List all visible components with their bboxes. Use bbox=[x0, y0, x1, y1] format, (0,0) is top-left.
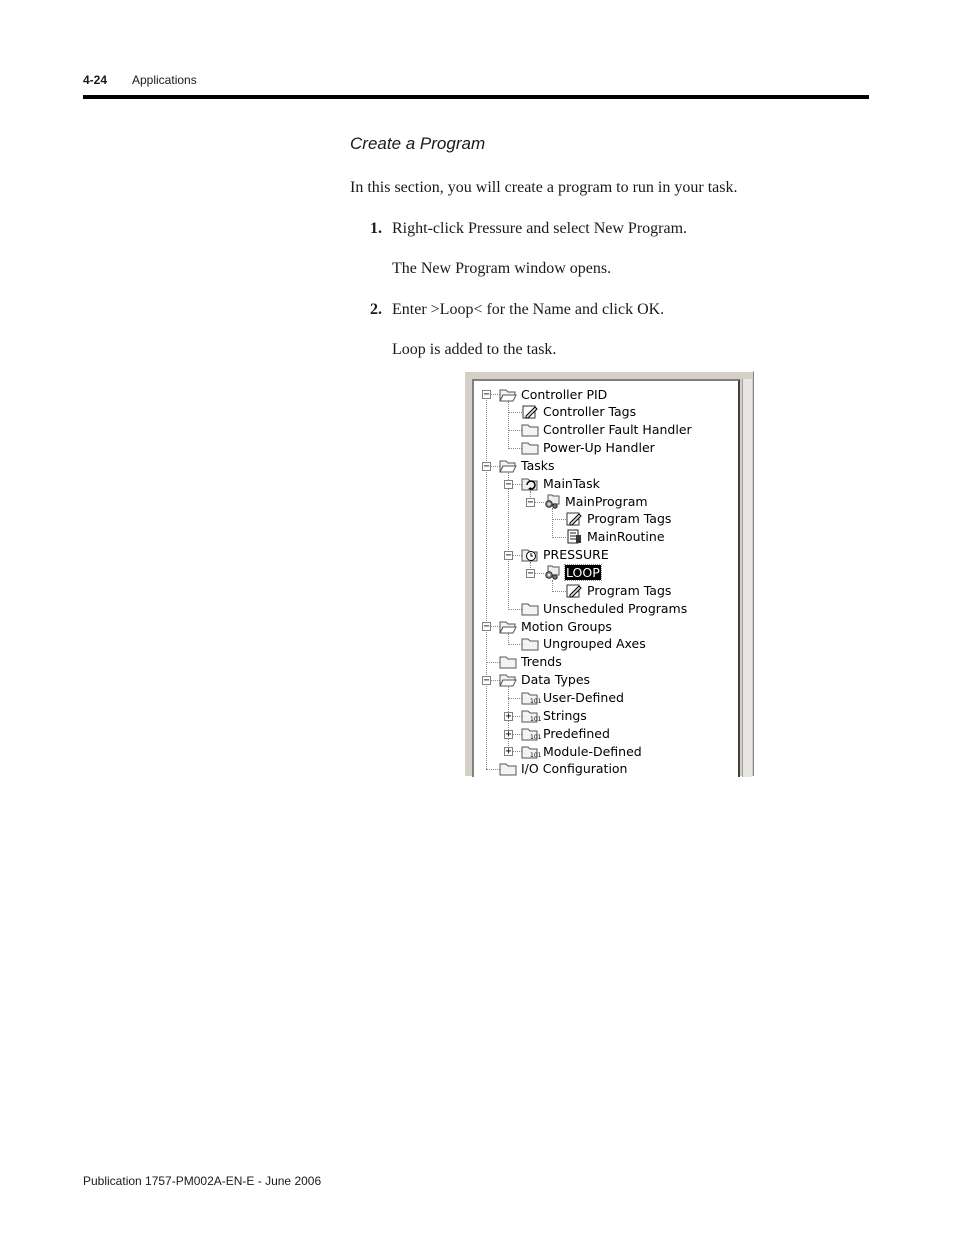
controller-organizer-screenshot bbox=[464, 371, 754, 776]
step-text: Enter >Loop< for the Name and click OK. bbox=[392, 301, 665, 318]
tree-guide-line bbox=[486, 662, 500, 663]
tree-item-label[interactable]: Ungrouped Axes bbox=[543, 636, 646, 652]
expand-toggle-icon[interactable]: + bbox=[505, 746, 512, 758]
open-folder-icon bbox=[499, 458, 517, 473]
tree-item-label[interactable]: Module-Defined bbox=[543, 743, 642, 759]
step-1-result: The New Program window opens. bbox=[392, 260, 612, 277]
open-folder-icon bbox=[499, 387, 517, 402]
tree-item-label[interactable]: MainTask bbox=[543, 475, 600, 491]
open-folder-icon bbox=[499, 672, 517, 687]
svg-text:101: 101 bbox=[530, 751, 542, 759]
section-title: Create a Program bbox=[350, 134, 486, 153]
step-text: Right-click Pressure and select New Program. bbox=[392, 220, 688, 237]
tree-item-label[interactable]: Strings bbox=[543, 707, 587, 723]
tree-item-label[interactable]: I/O Configuration bbox=[521, 761, 628, 777]
tree-item-label[interactable]: Controller PID bbox=[521, 386, 608, 402]
publication-footer: Publication 1757-PM002A-EN-E - June 2006 bbox=[83, 1174, 322, 1188]
step-2-result: Loop is added to the task. bbox=[392, 341, 557, 358]
tree-item-label[interactable]: LOOP bbox=[566, 565, 600, 580]
collapse-toggle-icon[interactable]: − bbox=[505, 478, 512, 490]
tree-item-label[interactable]: Trends bbox=[521, 654, 562, 670]
tree-guide-line bbox=[508, 698, 522, 699]
page-number: 4-24 bbox=[83, 73, 108, 87]
tags-icon bbox=[521, 404, 539, 419]
collapse-toggle-icon[interactable]: − bbox=[527, 567, 534, 579]
routine-icon bbox=[565, 529, 583, 544]
folder-icon bbox=[521, 440, 539, 455]
datatype-folder-icon bbox=[521, 708, 542, 723]
controller-organizer-tree bbox=[472, 379, 740, 777]
step-2 bbox=[370, 301, 665, 319]
folder-icon bbox=[521, 601, 539, 616]
tree-item-label[interactable]: User-Defined bbox=[543, 689, 624, 705]
tree-guide-line bbox=[486, 394, 487, 769]
datatype-folder-icon bbox=[521, 726, 542, 741]
svg-text:101: 101 bbox=[530, 697, 542, 705]
expand-toggle-icon[interactable]: + bbox=[505, 728, 512, 740]
svg-text:101: 101 bbox=[530, 733, 542, 741]
datatype-folder-icon bbox=[521, 744, 542, 759]
tree-item-label[interactable]: Predefined bbox=[543, 725, 610, 741]
page-header bbox=[83, 72, 869, 102]
tree-guide-line bbox=[508, 412, 522, 413]
tree-item-label[interactable]: Program Tags bbox=[587, 511, 672, 527]
step-1 bbox=[370, 220, 688, 238]
tree-item-label[interactable]: Power-Up Handler bbox=[543, 440, 655, 456]
program-icon bbox=[543, 565, 561, 580]
datatype-folder-icon bbox=[521, 690, 542, 705]
expand-toggle-icon[interactable]: + bbox=[505, 710, 512, 722]
tree-guide-line bbox=[508, 401, 509, 449]
svg-text:101: 101 bbox=[530, 715, 542, 723]
step-number: 1. bbox=[370, 220, 382, 237]
tree-item-label[interactable]: Controller Tags bbox=[543, 404, 637, 420]
periodic-task-icon bbox=[521, 547, 539, 562]
open-folder-icon bbox=[499, 619, 517, 634]
running-head: Applications bbox=[132, 73, 197, 87]
tree-guide-line bbox=[552, 519, 566, 520]
tree-item-label[interactable]: Tasks bbox=[521, 457, 555, 473]
tree-item-label[interactable]: Program Tags bbox=[587, 582, 672, 598]
tree-item-label[interactable]: PRESSURE bbox=[543, 547, 609, 563]
tree-item-label[interactable]: MainRoutine bbox=[587, 529, 665, 545]
folder-icon bbox=[499, 761, 517, 776]
collapse-toggle-icon[interactable]: − bbox=[483, 460, 490, 472]
tree-guide-line bbox=[486, 769, 500, 770]
tree-guide-line bbox=[508, 644, 522, 645]
tags-icon bbox=[565, 583, 583, 598]
collapse-toggle-icon[interactable]: − bbox=[483, 675, 490, 687]
continuous-task-icon bbox=[521, 476, 539, 491]
tree-guide-line bbox=[552, 591, 566, 592]
intro-paragraph: In this section, you will create a program to run in your task. bbox=[350, 179, 738, 196]
program-icon bbox=[543, 494, 561, 509]
tree-guide-line bbox=[508, 473, 509, 610]
tree-guide-line bbox=[508, 609, 522, 610]
tree-item-label[interactable]: Data Types bbox=[521, 672, 591, 688]
collapse-toggle-icon[interactable]: − bbox=[505, 550, 512, 562]
tree-guide-line bbox=[552, 508, 553, 538]
tree-guide-line bbox=[508, 448, 522, 449]
header-rule bbox=[83, 95, 869, 99]
folder-icon bbox=[521, 422, 539, 437]
tree-item-label[interactable]: MainProgram bbox=[565, 493, 648, 509]
tree-guide-line bbox=[508, 430, 522, 431]
folder-icon bbox=[499, 654, 517, 669]
scrollbar-edge bbox=[742, 379, 752, 777]
tags-icon bbox=[565, 511, 583, 526]
tree-item-label[interactable]: Controller Fault Handler bbox=[543, 422, 692, 438]
tree-item-label[interactable]: Unscheduled Programs bbox=[543, 600, 688, 616]
step-number: 2. bbox=[370, 301, 382, 318]
tree-guide-line bbox=[552, 537, 566, 538]
collapse-toggle-icon[interactable]: − bbox=[483, 389, 490, 401]
collapse-toggle-icon[interactable]: − bbox=[527, 496, 534, 508]
tree-item-label[interactable]: Motion Groups bbox=[521, 618, 612, 634]
collapse-toggle-icon[interactable]: − bbox=[483, 621, 490, 633]
folder-icon bbox=[521, 636, 539, 651]
